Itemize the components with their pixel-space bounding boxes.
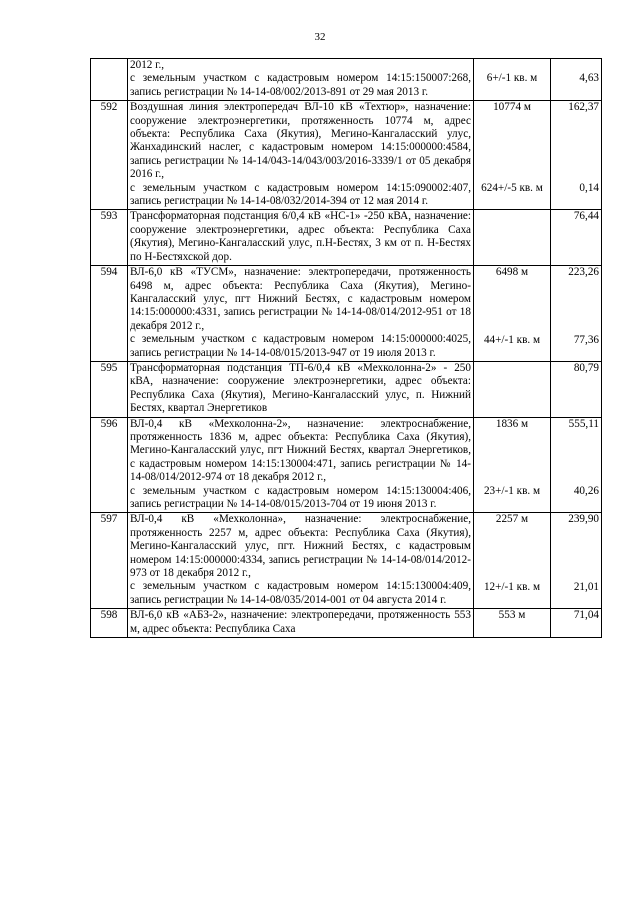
row-number: 595 xyxy=(91,361,128,417)
land-plot-text: с земельным участком с кадастровым номером 14:15:000000:4025, запись регистрации № 14-14-08/015/2013-947 от 19 июля 2013 г. xyxy=(130,333,471,359)
area-cell xyxy=(474,361,551,417)
land-plot-text: с земельным участком с кадастровым номером 14:15:130004:409, запись регистрации № 14-14-08/035/2014-001 от 04 августа 2014 г. xyxy=(130,580,471,606)
area-cell xyxy=(474,266,551,362)
object-description xyxy=(128,266,474,362)
land-area: 6+/-1 кв. м xyxy=(486,72,538,84)
land-value: 40,26 xyxy=(573,484,599,497)
object-area: 1836 м xyxy=(495,417,529,430)
spacer xyxy=(553,115,599,182)
land-area: 12+/-1 кв. м xyxy=(483,580,541,593)
object-description xyxy=(128,210,474,266)
object-value: 223,26 xyxy=(568,266,599,279)
object-value: 162,37 xyxy=(568,101,599,114)
table-row xyxy=(91,59,602,101)
object-value: 80,79 xyxy=(573,361,599,374)
value-cell xyxy=(551,59,602,101)
object-description xyxy=(128,361,474,417)
row-number: 592 xyxy=(91,101,128,210)
object-value: 71,04 xyxy=(573,609,599,622)
row-number: 598 xyxy=(91,609,128,638)
object-area: 10774 м xyxy=(493,101,531,114)
land-plot-text: с земельным участком с кадастровым номером 14:15:150007:268, запись регистрации № 14-14-08/002/2013-891 от 29 мая 2013 г. xyxy=(130,72,471,98)
table-row xyxy=(91,417,602,513)
table-row xyxy=(91,266,602,362)
spacer xyxy=(476,115,548,182)
land-value: 21,01 xyxy=(573,580,599,593)
row-number xyxy=(91,59,128,101)
land-area: 23+/-1 кв. м xyxy=(483,484,541,497)
object-description xyxy=(128,609,474,638)
object-main-text: ВЛ-0,4 кВ «Мехколонна-2», назначение: электроснабжение, протяженность 1836 м, адрес объекта: Республика Саха (Якутия), Мегино-Кангаласский улус, пгт Нижний Бестях, квартал Энергетиков, с кадастровым номером 14:15:130004:471, запись регистрации № 14-14-08/014/2012-974 от 18 декабря 2012 г., xyxy=(130,417,471,484)
object-main-text: ВЛ-0,4 кВ «Мехколонна», назначение: электроснабжение, протяженность 2257 м, адрес объекта: Республика Саха (Якутия), Мегино-Кангаласский улус, пгт. Нижний Бестях, с кадастровым номером 14:15:000000:4334, запись регистрации № 14-14-08/014/2012-973 от 18 декабря 2012 г., xyxy=(130,513,471,580)
value-cell xyxy=(551,101,602,210)
row-number: 597 xyxy=(91,513,128,609)
object-main-text: ВЛ-6,0 кВ «АБЗ-2», назначение: электропередачи, протяженность 553 м, адрес объекта: Республика Саха xyxy=(130,609,471,635)
land-plot-text: с земельным участком с кадастровым номером 14:15:130004:406, запись регистрации № 14-14-08/015/2013-704 от 19 июня 2013 г. xyxy=(130,484,471,510)
row-number: 594 xyxy=(91,266,128,362)
object-area: 6498 м xyxy=(495,266,529,279)
object-value: 239,90 xyxy=(568,513,599,526)
table-row xyxy=(91,210,602,266)
spacer xyxy=(553,527,599,581)
table-row xyxy=(91,361,602,417)
spacer xyxy=(476,527,548,581)
property-registry-table xyxy=(90,58,602,638)
area-cell xyxy=(474,210,551,266)
value-cell xyxy=(551,417,602,513)
spacer xyxy=(476,280,548,334)
land-value: 4,63 xyxy=(579,72,599,84)
value-cell xyxy=(551,266,602,362)
object-area: 553 м xyxy=(498,609,526,622)
table-row xyxy=(91,609,602,638)
spacer xyxy=(553,280,599,334)
area-cell xyxy=(474,609,551,638)
value-cell xyxy=(551,513,602,609)
page-number: 32 xyxy=(314,31,326,43)
object-value: 76,44 xyxy=(573,210,599,223)
spacer xyxy=(553,59,599,72)
spacer xyxy=(553,431,599,485)
object-main-text: 2012 г., xyxy=(130,59,165,71)
land-area: 624+/-5 кв. м xyxy=(481,181,543,194)
area-cell xyxy=(474,59,551,101)
object-main-text: ВЛ-6,0 кВ «ТУСМ», назначение: электропередачи, протяженность 6498 м, адрес объекта: Республика Саха (Якутия), Мегино-Кангаласский улус, пгт Нижний Бестях, с кадастровым номером 14:15:000000:4331, запись регистрации № 14-14-08/014/2012-951 от 18 декабря 2012 г., xyxy=(130,266,471,332)
object-description xyxy=(128,101,474,210)
area-cell xyxy=(474,417,551,513)
table-row xyxy=(91,513,602,609)
land-value: 0,14 xyxy=(579,181,599,194)
row-number: 593 xyxy=(91,210,128,266)
object-main-text: Трансформаторная подстанция 6/0,4 кВ «НС-1» -250 кВА, назначение: сооружение электроэнергетики, адрес объекта: Республика Саха (Якутия), Мегино-Кангаласский улус, п.Н-Бестях, 3 км от п. Н-Бестях по Н-Бестяхской дор. xyxy=(130,210,471,263)
row-number: 596 xyxy=(91,417,128,513)
table-row xyxy=(91,101,602,210)
object-description xyxy=(128,513,474,609)
area-cell xyxy=(474,101,551,210)
land-plot-text: с земельным участком с кадастровым номером 14:15:090002:407, запись регистрации № 14-14-08/032/2014-394 от 12 мая 2014 г. xyxy=(130,181,471,208)
spacer xyxy=(476,59,548,72)
land-area: 44+/-1 кв. м xyxy=(483,333,541,346)
object-main-text: Воздушная линия электропередач ВЛ-10 кВ «Техтюр», назначение: сооружение электроэнергетики, протяженность 10774 м, адрес объекта: Республика Саха (Якутия), Мегино-Кангаласский улус, Жанхадинский наслег, с кадастровым номером 14:15:000000:4584, запись регистрации № 14-14/043-14/043/003/2016-3339/1 от 05 декабря 2016 г., xyxy=(130,101,471,181)
object-main-text: Трансформаторная подстанция ТП-6/0,4 кВ «Мехколонна-2» - 250 кВА, назначение: сооружение электроэнергетики, адрес объекта: Республика Саха (Якутия), Мегино-Кангаласский улус, п. Нижний Бестях, квартал Энергетиков xyxy=(130,361,471,415)
object-value: 555,11 xyxy=(568,417,599,430)
value-cell xyxy=(551,609,602,638)
table-body xyxy=(91,59,602,638)
value-cell xyxy=(551,210,602,266)
area-cell xyxy=(474,513,551,609)
object-description xyxy=(128,59,474,101)
value-cell xyxy=(551,361,602,417)
spacer xyxy=(476,431,548,485)
object-area: 2257 м xyxy=(495,513,529,526)
object-description xyxy=(128,417,474,513)
land-value: 77,36 xyxy=(573,333,599,346)
